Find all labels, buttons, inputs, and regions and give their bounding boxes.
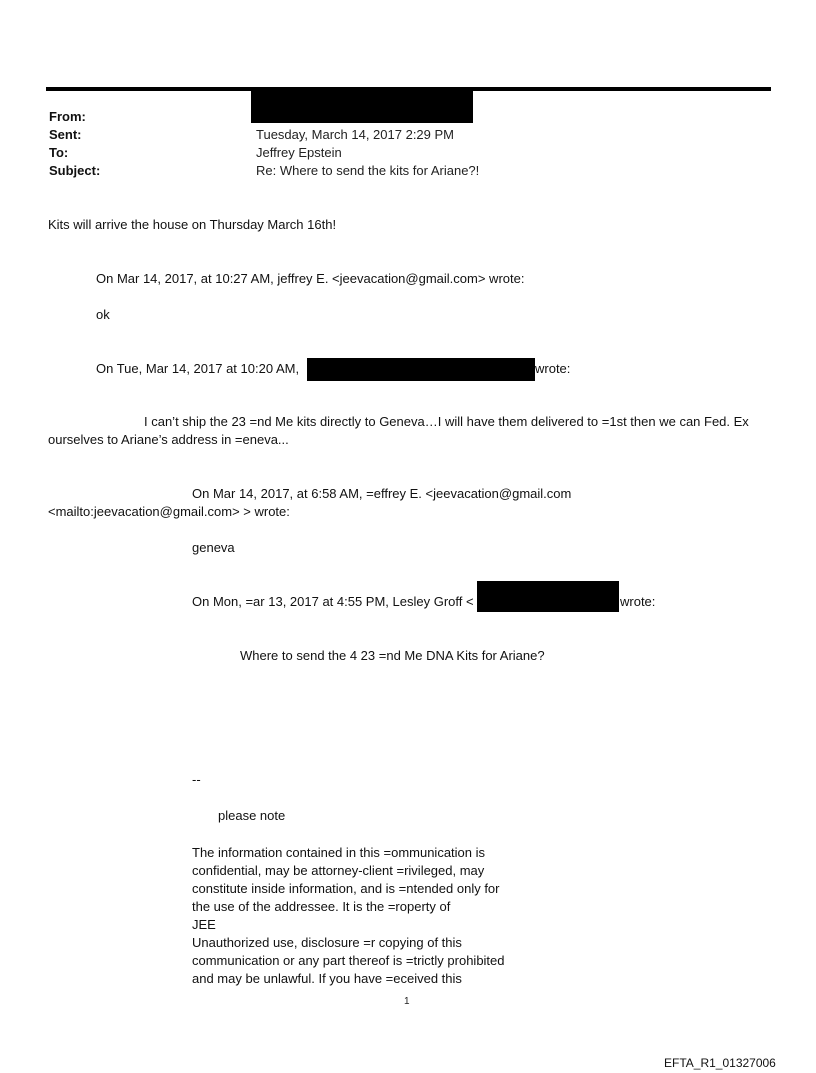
subject-label: Subject: (49, 163, 101, 178)
quote4-redaction (477, 581, 619, 612)
quote2-header-prefix: On Tue, Mar 14, 2017 at 10:20 AM, (96, 361, 300, 376)
disclaimer-line: JEE (192, 917, 216, 932)
quote4-body: Where to send the 4 23 =nd Me DNA Kits for Ariane? (240, 648, 545, 663)
quote1-header: On Mar 14, 2017, at 10:27 AM, jeffrey E. <jeevacation@gmail.com> wrote: (96, 271, 525, 286)
from-redaction (251, 89, 473, 123)
quote2-redaction (307, 358, 535, 381)
disclaimer-line: communication or any part thereof is =trictly prohibited (192, 953, 505, 968)
page-number: 1 (404, 996, 410, 1007)
disclaimer-line: The information contained in this =ommunication is (192, 845, 486, 860)
disclaimer-line: the use of the addressee. It is the =roperty of (192, 899, 451, 914)
quote4-header-prefix: On Mon, =ar 13, 2017 at 4:55 PM, Lesley Groff < (192, 594, 474, 609)
from-label: From: (49, 109, 86, 124)
to-value: Jeffrey Epstein (256, 145, 342, 160)
signature-dashes: -- (192, 772, 201, 787)
sent-value: Tuesday, March 14, 2017 2:29 PM (256, 127, 454, 142)
body-line-1: Kits will arrive the house on Thursday March 16th! (48, 217, 337, 232)
quote3-body: geneva (192, 540, 235, 555)
disclaimer-line: and may be unlawful. If you have =eceived this (192, 971, 462, 986)
disclaimer-block (192, 844, 552, 988)
to-label: To: (49, 145, 69, 160)
quote1-body: ok (96, 307, 110, 322)
quote2-header-suffix: wrote: (535, 361, 571, 376)
sent-label: Sent: (49, 127, 82, 142)
quote2-body-line2: ourselves to Ariane’s address in =eneva... (48, 432, 289, 447)
quote2-body-line1: I can’t ship the 23 =nd Me kits directly to Geneva…I will have them delivered to =1st then we can Fed. Ex (144, 414, 749, 429)
quote3-header-line2: <mailto:jeevacation@gmail.com> > wrote: (48, 504, 290, 519)
please-note: please note (218, 808, 286, 823)
document-id: EFTA_R1_01327006 (664, 1056, 776, 1070)
quote4-header-suffix: wrote: (620, 594, 656, 609)
quote3-header-line1: On Mar 14, 2017, at 6:58 AM, =effrey E. <jeevacation@gmail.com (192, 486, 572, 501)
disclaimer-line: confidential, may be attorney-client =rivileged, may (192, 863, 485, 878)
disclaimer-line: constitute inside information, and is =ntended only for (192, 881, 500, 896)
disclaimer-line: Unauthorized use, disclosure =r copying of this (192, 935, 462, 950)
subject-value: Re: Where to send the kits for Ariane?! (256, 163, 480, 178)
